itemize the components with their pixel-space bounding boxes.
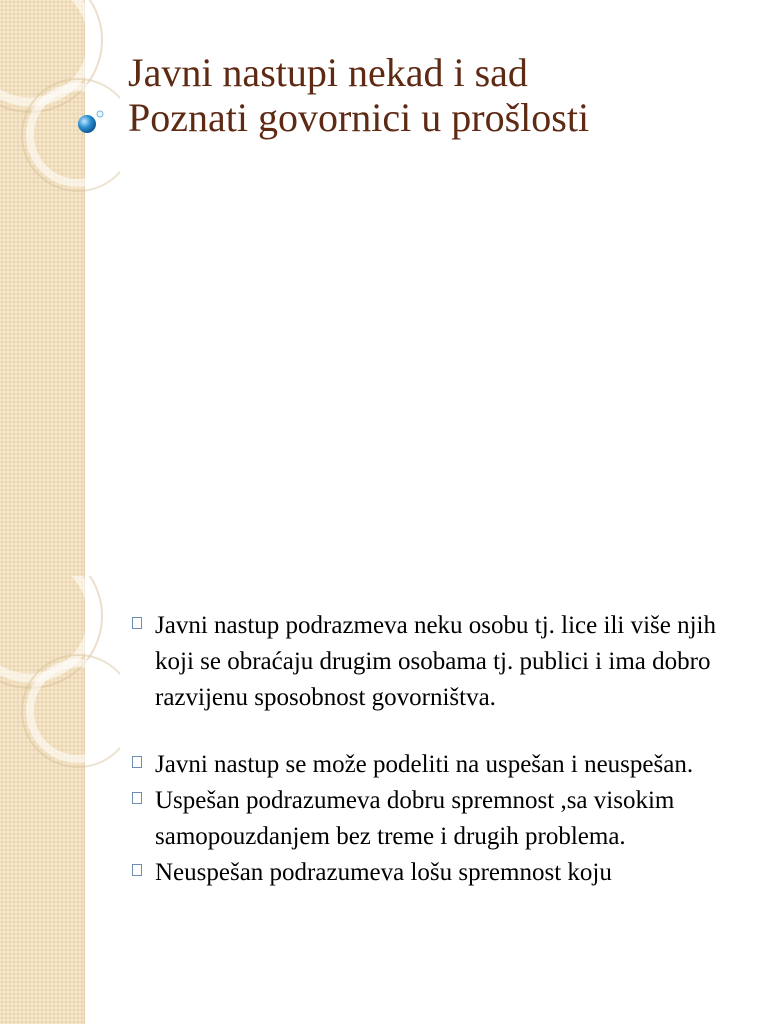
bullet-text: Javni nastup se može podeliti na uspešan i neuspešan. — [155, 751, 694, 778]
bullet-item — [132, 855, 742, 891]
decorative-side-band — [0, 0, 85, 576]
decorative-rings-icon — [0, 576, 120, 1024]
slide-2 — [0, 576, 768, 1024]
slide-title — [128, 50, 748, 140]
bullet-text: Javni nastup podrazmeva neku osobu tj. lice ili više njih koji se obraćaju drugim osobama tj. publici i ima dobro razvijenu sposobnost govorništva. — [155, 612, 716, 711]
bullet-list — [132, 608, 742, 891]
hollow-square-bullet-icon — [132, 864, 142, 876]
hollow-square-bullet-icon — [132, 792, 142, 804]
title-line-1: Javni nastupi nekad i sad — [128, 50, 528, 95]
small-orb-icon — [94, 108, 108, 122]
hollow-square-bullet-icon — [132, 756, 142, 768]
bullet-text: Neuspešan podrazumeva lošu spremnost koju — [155, 859, 612, 886]
bullet-item — [132, 747, 742, 783]
decorative-side-band — [0, 576, 85, 1024]
hollow-square-bullet-icon — [132, 617, 142, 629]
bullet-item — [132, 783, 742, 855]
bullet-text: Uspešan podrazumeva dobru spremnost ,sa visokim samopouzdanjem bez treme i drugih problema. — [155, 787, 675, 850]
bullet-item — [132, 608, 742, 716]
title-line-2: Poznati govornici u prošlosti — [128, 95, 590, 140]
decorative-rings-icon — [0, 0, 120, 576]
